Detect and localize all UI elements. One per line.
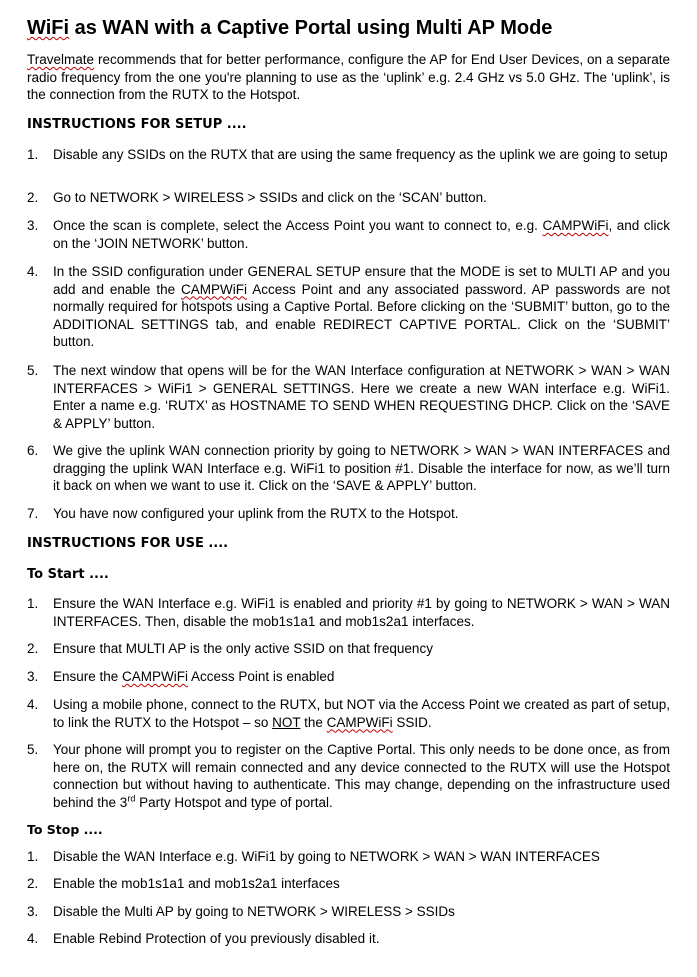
ssid-name: CAMPWiFi — [122, 669, 189, 684]
underlined-word: NOT — [272, 714, 301, 730]
start-item-3 — [27, 668, 670, 686]
list-text — [53, 217, 670, 252]
list-text: Enable the mob1s1a1 and mob1s2a1 interfaces — [53, 876, 340, 891]
setup-item-7 — [27, 505, 670, 523]
list-text — [53, 741, 670, 811]
text-run: , and click on the ‘JOIN NETWORK’ button. — [53, 218, 671, 251]
list-number: 6. — [27, 443, 39, 458]
list-number: 4. — [27, 931, 39, 946]
title-wifi-word: WiFi — [27, 17, 70, 39]
intro-lead: Travelmate — [27, 52, 95, 67]
setup-item-1 — [27, 146, 670, 164]
setup-item-4 — [27, 263, 670, 351]
list-number: 2. — [27, 641, 39, 656]
ssid-name: CAMPWiFi — [326, 714, 393, 730]
list-number: 1. — [27, 596, 39, 611]
text-run: Your phone will prompt you to register on the Captive Portal. This only needs to be done once, as from here on, the RUTX will remain connected and any device connected to the RUTX will use the Hotspot connection but without having to authenticate. This may change, depending on the infrastructure used behind the 3 — [53, 742, 670, 810]
list-number: 2. — [27, 190, 39, 205]
start-heading: To Start .... — [27, 567, 109, 582]
list-text: Disable the WAN Interface e.g. WiFi1 by going to NETWORK > WAN > WAN INTERFACES — [53, 849, 600, 864]
list-number: 5. — [27, 742, 39, 757]
ssid-name: CAMPWiFi — [542, 218, 609, 233]
list-text: You have now configured your uplink from the RUTX to the Hotspot. — [53, 506, 459, 521]
list-text — [53, 668, 670, 686]
text-run: SSID. — [392, 714, 432, 730]
text-run: Access Point and any associated password. AP passwords are not normally required for hotspots using a Captive Portal. Before clicking on the ‘SUBMIT’ button, go to the ADDITIONAL SETTINGS tab, and enable REDIRECT CAPTIVE PORTAL. Click on the ‘SUBMIT’ button. — [53, 281, 670, 349]
start-item-4 — [27, 696, 670, 731]
stop-item-1 — [27, 848, 670, 866]
intro-paragraph — [27, 51, 670, 104]
text-run: In the SSID configuration under GENERAL SETUP ensure that the MODE is set to MULTI AP and you add and enable the — [53, 264, 670, 297]
text-run: Once the scan is complete, select the Access Point you want to connect to, e.g. — [53, 218, 543, 233]
list-number: 5. — [27, 363, 39, 378]
list-number: 3. — [27, 669, 39, 684]
text-run: Ensure the — [53, 669, 123, 684]
list-number: 4. — [27, 264, 39, 279]
text-run: Access Point is enabled — [188, 669, 335, 684]
start-item-5 — [27, 741, 670, 811]
list-text: Ensure the WAN Interface e.g. WiFi1 is enabled and priority #1 by going to NETWORK > WAN > WAN INTERFACES. Then, disable the mob1s1a1 and mob1s2a1 interfaces. — [53, 596, 670, 629]
list-number: 2. — [27, 876, 39, 891]
text-run: the — [300, 714, 327, 730]
list-text: Enable Rebind Protection of you previously disabled it. — [53, 931, 380, 946]
setup-item-3 — [27, 217, 670, 252]
stop-item-2 — [27, 875, 670, 893]
list-number: 4. — [27, 697, 39, 712]
list-number: 7. — [27, 506, 39, 521]
list-number: 3. — [27, 904, 39, 919]
start-item-1 — [27, 595, 670, 630]
ssid-name: CAMPWiFi — [181, 281, 248, 297]
text-run: Party Hotspot and type of portal. — [135, 794, 333, 810]
list-text: Disable the Multi AP by going to NETWORK > WIRELESS > SSIDs — [53, 904, 455, 919]
stop-heading: To Stop .... — [27, 822, 103, 837]
list-number: 1. — [27, 849, 39, 864]
start-item-2 — [27, 640, 670, 658]
list-text: We give the uplink WAN connection priority by going to NETWORK > WAN > WAN INTERFACES and dragging the uplink WAN Interface e.g. WiFi1 to position #1. Disable the interface for now, as we’ll turn it back on when we want to use it. Click on the ‘SAVE & APPLY’ button. — [53, 443, 670, 493]
list-text: Disable any SSIDs on the RUTX that are using the same frequency as the uplink we are going to setup — [53, 147, 668, 162]
stop-item-4 — [27, 930, 670, 948]
intro-text: recommends that for better performance, configure the AP for End User Devices, on a separate radio frequency from the one you're planning to use as the ‘uplink’ e.g. 2.4 GHz vs 5.0 GHz. The ‘uplink’, is the connection from the RUTX to the Hotspot. — [27, 52, 670, 102]
stop-item-3 — [27, 903, 670, 921]
use-heading: INSTRUCTIONS FOR USE .... — [27, 536, 229, 551]
list-text — [53, 696, 670, 731]
setup-item-5 — [27, 362, 670, 432]
setup-item-6 — [27, 442, 670, 495]
document-title: WiFi as WAN with a Captive Portal using Multi AP Mode — [27, 17, 553, 39]
list-number: 1. — [27, 147, 39, 162]
list-text — [53, 263, 670, 351]
setup-heading: INSTRUCTIONS FOR SETUP .... — [27, 117, 247, 132]
superscript: rd — [127, 793, 136, 803]
list-number: 3. — [27, 218, 39, 233]
list-text: The next window that opens will be for the WAN Interface configuration at NETWORK > WAN > WAN INTERFACES > WiFi1 > GENERAL SETTINGS. Here we create a new WAN interface e.g. WiFi1. Enter a name e.g. ‘RUTX’ as HOSTNAME TO SEND WHEN REQUESTING DHCP. Click on the ‘SAVE & APPLY’ button. — [53, 363, 670, 431]
list-text: Ensure that MULTI AP is the only active SSID on that frequency — [53, 641, 433, 656]
setup-item-2 — [27, 189, 670, 207]
text-run: Using a mobile phone, connect to the RUTX, but NOT via the Access Point we created as part of setup, to link the RUTX to the Hotspot – so — [53, 697, 670, 730]
list-text: Go to NETWORK > WIRELESS > SSIDs and click on the ‘SCAN’ button. — [53, 190, 487, 205]
